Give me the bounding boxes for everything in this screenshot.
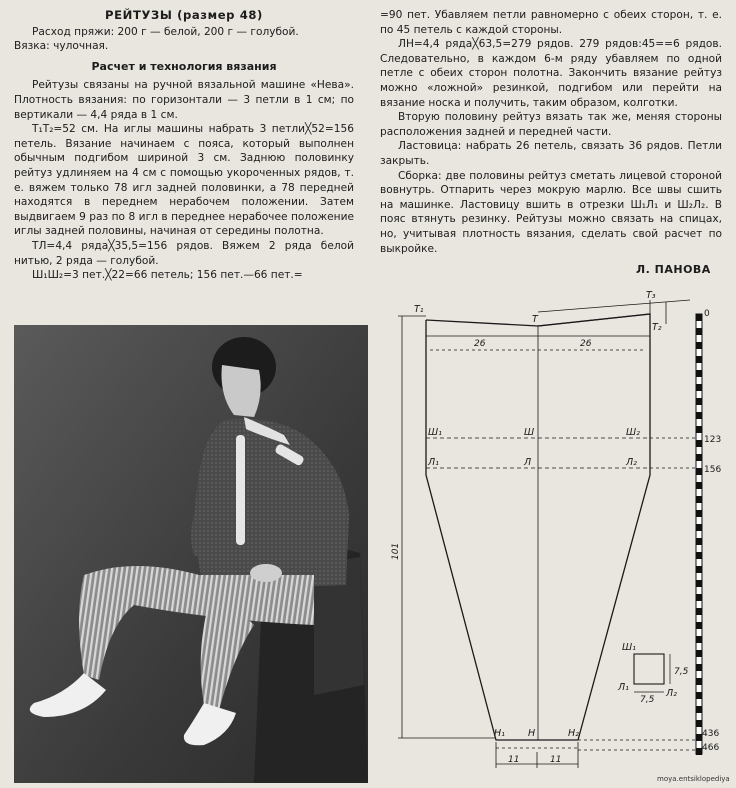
label-sh2: Ш₂ — [626, 427, 640, 438]
ruler-segment — [696, 440, 702, 447]
label-l2: Л₂ — [626, 457, 637, 468]
ruler-segment — [696, 482, 702, 489]
label-h2: Н₂ — [568, 728, 579, 739]
label-h: Н — [528, 728, 536, 739]
ruler-436: 436 — [702, 729, 720, 739]
ruler-segment — [696, 664, 702, 671]
paragraph: =90 пет. Убавляем петли равномерно с обеих сторон, т. е. по 45 петель с каждой стороны. — [380, 9, 722, 36]
ruler-156: 156 — [704, 465, 722, 475]
ruler-segment — [696, 678, 702, 685]
pattern-schematic — [390, 290, 722, 780]
ruler-segment — [696, 328, 702, 335]
label-t2: Т₂ — [652, 322, 662, 333]
ruler-0: 0 — [704, 309, 710, 319]
dim-length: 101 — [391, 542, 401, 560]
ruler-segment — [696, 370, 702, 377]
label-t: Т — [532, 314, 538, 325]
ruler-segment — [696, 580, 702, 587]
ruler-segment — [696, 426, 702, 433]
dim-gusset-w: 7,5 — [640, 695, 655, 705]
ruler-segment — [696, 594, 702, 601]
yarn-consumption: Расход пряжи: 200 г — белой, 200 г — голубой. — [32, 25, 299, 38]
dim-bottom-right: 11 — [550, 755, 562, 765]
label-sh1: Ш₁ — [428, 427, 442, 438]
ruler-segment — [696, 706, 702, 713]
paragraph: Рейтузы связаны на ручной вязальной машине «Нева». Плотность вязания: по горизонтали — 3 петли в 1 см; по вертикали — 4,4 ряда в 1 см. — [14, 79, 354, 121]
label-gusset-l2: Л₂ — [666, 688, 677, 699]
ruler-segment — [696, 314, 702, 321]
ruler-segment — [696, 496, 702, 503]
dim-half-left: 26 — [474, 339, 486, 349]
right-column — [380, 8, 722, 256]
ruler-segment — [696, 692, 702, 699]
label-sh: Ш — [524, 427, 535, 438]
label-gusset-sh1: Ш₁ — [622, 642, 636, 653]
ruler-segment — [696, 566, 702, 573]
ruler-segment — [696, 650, 702, 657]
label-l: Л — [524, 457, 532, 468]
ruler-segment — [696, 384, 702, 391]
ruler-segment — [696, 356, 702, 363]
ruler-segment — [696, 510, 702, 517]
paragraph: ТЛ=4,4 ряда╳35,5=156 рядов. Вяжем 2 ряда белой нитью, 2 ряда — голубой. — [14, 239, 354, 267]
ruler-segment — [696, 608, 702, 615]
paragraph: Вторую половину рейтуз вязать так же, меняя стороны расположения задней и передней части. — [380, 111, 722, 138]
stitch-type: Вязка: чулочная. — [14, 40, 109, 53]
ruler-segment — [696, 412, 702, 419]
dim-half-right: 26 — [580, 339, 592, 349]
paragraph: Ластовица: набрать 26 петель, связать 36 рядов. Петли закрыть. — [380, 140, 722, 167]
paragraph: Ш₁Ш₂=3 пет.╳22=66 петель; 156 пет.—66 пет.= — [32, 269, 303, 282]
label-l1: Л₁ — [428, 457, 439, 468]
label-h1: Н₁ — [494, 728, 505, 739]
label-gusset-l1: Л₁ — [618, 682, 629, 693]
left-column — [14, 8, 354, 283]
model-photo — [14, 325, 368, 783]
ruler — [696, 314, 702, 755]
paragraph: Т₁Т₂=52 см. На иглы машины набрать 3 петли╳52=156 петель. Вязание начинаем с пояса, который выполнен обычным подгибом шириной 3 см. Заднюю половинку рейтуз удлиняем на 4 см с помощью укороченных рядов, т. е. вяжем только 78 игл задней половинки, а 78 передней находятся в переднем нерабочем положении. Затем выдвигаем 9 раз по 8 игл в переднее нерабочее положение иглы задней половины, начиная от середины полотна. — [14, 123, 354, 238]
ruler-segment — [696, 720, 702, 727]
ruler-segment — [696, 342, 702, 349]
article-title: РЕЙТУЗЫ (размер 48) — [105, 8, 263, 22]
ruler-segment — [696, 468, 702, 475]
label-t3: Т₃ — [646, 290, 656, 301]
ruler-466: 466 — [702, 743, 720, 753]
ruler-123: 123 — [704, 435, 722, 445]
paragraph: Сборка: две половины рейтуз сметать лицевой стороной вовнутрь. Отпарить через мокрую марлю. Все швы сшить на машинке. Ластовицу вшить в отрезки Ш₁Л₁ и Ш₂Л₂. В пояс втянуть резинку. Рейтузы можно связать на спицах, но, учитывая плотность вязания, сделать свой расчет по выкройке. — [380, 169, 722, 255]
ruler-segment — [696, 622, 702, 629]
ruler-segment — [696, 538, 702, 545]
section-subtitle: Расчет и технология вязания — [91, 59, 277, 73]
ruler-segment — [696, 398, 702, 405]
gusset — [634, 654, 670, 692]
dim-bottom-left: 11 — [508, 755, 520, 765]
ruler-segment — [696, 454, 702, 461]
author-signature: Л. ПАНОВА — [636, 263, 711, 276]
ruler-segment — [696, 552, 702, 559]
ruler-segment — [696, 636, 702, 643]
dim-gusset-h: 7,5 — [674, 667, 689, 677]
label-t1: Т₁ — [414, 304, 424, 315]
ruler-segment — [696, 524, 702, 531]
paragraph: ЛН=4,4 ряда╳63,5=279 рядов. 279 рядов:45==6 рядов. Следовательно, в каждом 6-м ряду убавляем по одной петле с обеих сторон полотна. Закончить вязание рейтуз можно «ложной» резинкой, подгибом или перейти на вязание носка и получить, таким образом, колготки. — [380, 38, 722, 109]
source-credit: moya.entsiklopediya — [657, 775, 730, 783]
